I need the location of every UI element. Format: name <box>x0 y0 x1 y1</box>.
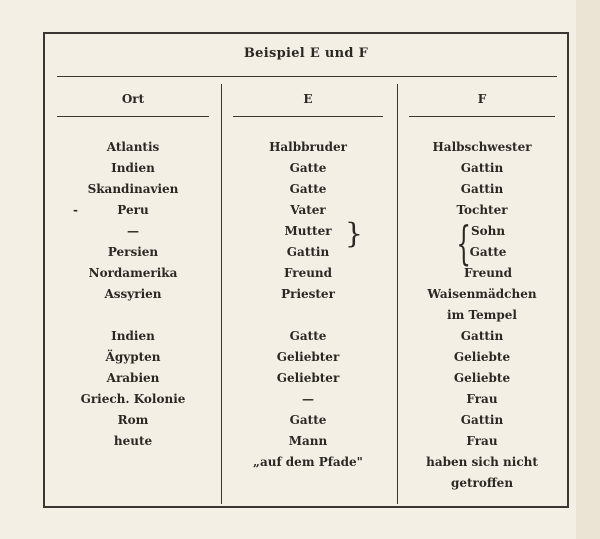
cell-ort: Atlantis <box>106 140 160 154</box>
cell-ort: Indien <box>111 329 155 343</box>
cell-f: Gattin <box>460 413 504 427</box>
cell-e: Mutter <box>284 224 332 238</box>
header-rule-f <box>409 116 555 117</box>
cell-e: — <box>302 392 314 406</box>
cell-ort: — <box>127 224 139 238</box>
column-divider-2 <box>397 84 398 504</box>
table-title: Beispiel E und F <box>243 46 369 61</box>
page-edge <box>576 0 600 539</box>
cell-f: haben sich nicht <box>426 455 538 469</box>
cell-ort: Indien <box>111 161 155 175</box>
column-divider-1 <box>221 84 222 504</box>
cell-e: Gatte <box>289 182 327 196</box>
cell-f: Geliebte <box>453 371 511 385</box>
cell-f: getroffen <box>450 476 514 490</box>
title-rule <box>57 76 557 77</box>
header-ort: Ort <box>121 92 145 106</box>
cell-f: Gattin <box>460 161 504 175</box>
cell-e: Vater <box>290 203 326 217</box>
header-rule-ort <box>57 116 209 117</box>
header-rule-e <box>233 116 383 117</box>
cell-f: Waisenmädchen <box>427 287 537 301</box>
cell-e: Geliebter <box>276 350 340 364</box>
cell-e: Geliebter <box>276 371 340 385</box>
cell-e: Gattin <box>286 245 330 259</box>
cell-e: Freund <box>283 266 333 280</box>
cell-e: Gatte <box>289 161 327 175</box>
cell-ort: Skandinavien <box>87 182 179 196</box>
cell-f: Frau <box>466 392 498 406</box>
right-brace: } <box>345 217 363 250</box>
table-frame <box>43 32 569 508</box>
cell-ort: Persien <box>107 245 159 259</box>
cell-e: Halbbruder <box>269 140 347 154</box>
cell-f: Halbschwester <box>432 140 532 154</box>
cell-f: Frau <box>466 434 498 448</box>
cell-f: Geliebte <box>453 350 511 364</box>
cell-ort: heute <box>113 434 153 448</box>
cell-e: Gatte <box>289 329 327 343</box>
cell-ort: Nordamerika <box>88 266 178 280</box>
header-f: F <box>477 92 487 106</box>
cell-ort: Griech. Kolonie <box>80 392 186 406</box>
cell-e: Mann <box>288 434 328 448</box>
cell-ort: Rom <box>117 413 149 427</box>
cell-f: im Tempel <box>447 308 517 322</box>
cell-f: Tochter <box>456 203 508 217</box>
cell-f: Gattin <box>460 329 504 343</box>
margin-dash: - <box>73 203 78 217</box>
cell-f: Gatte <box>469 245 507 259</box>
cell-ort: Ägypten <box>105 350 161 364</box>
cell-ort: Arabien <box>106 371 160 385</box>
left-brace: { <box>456 216 471 270</box>
cell-f: Gattin <box>460 182 504 196</box>
cell-ort: Assyrien <box>104 287 162 301</box>
header-e: E <box>303 92 313 106</box>
cell-e: Priester <box>281 287 335 301</box>
cell-e: Gatte <box>289 413 327 427</box>
cell-ort: Peru <box>117 203 149 217</box>
cell-e: „auf dem Pfade" <box>253 455 363 469</box>
cell-f: Sohn <box>470 224 506 238</box>
cell-f: Freund <box>463 266 513 280</box>
